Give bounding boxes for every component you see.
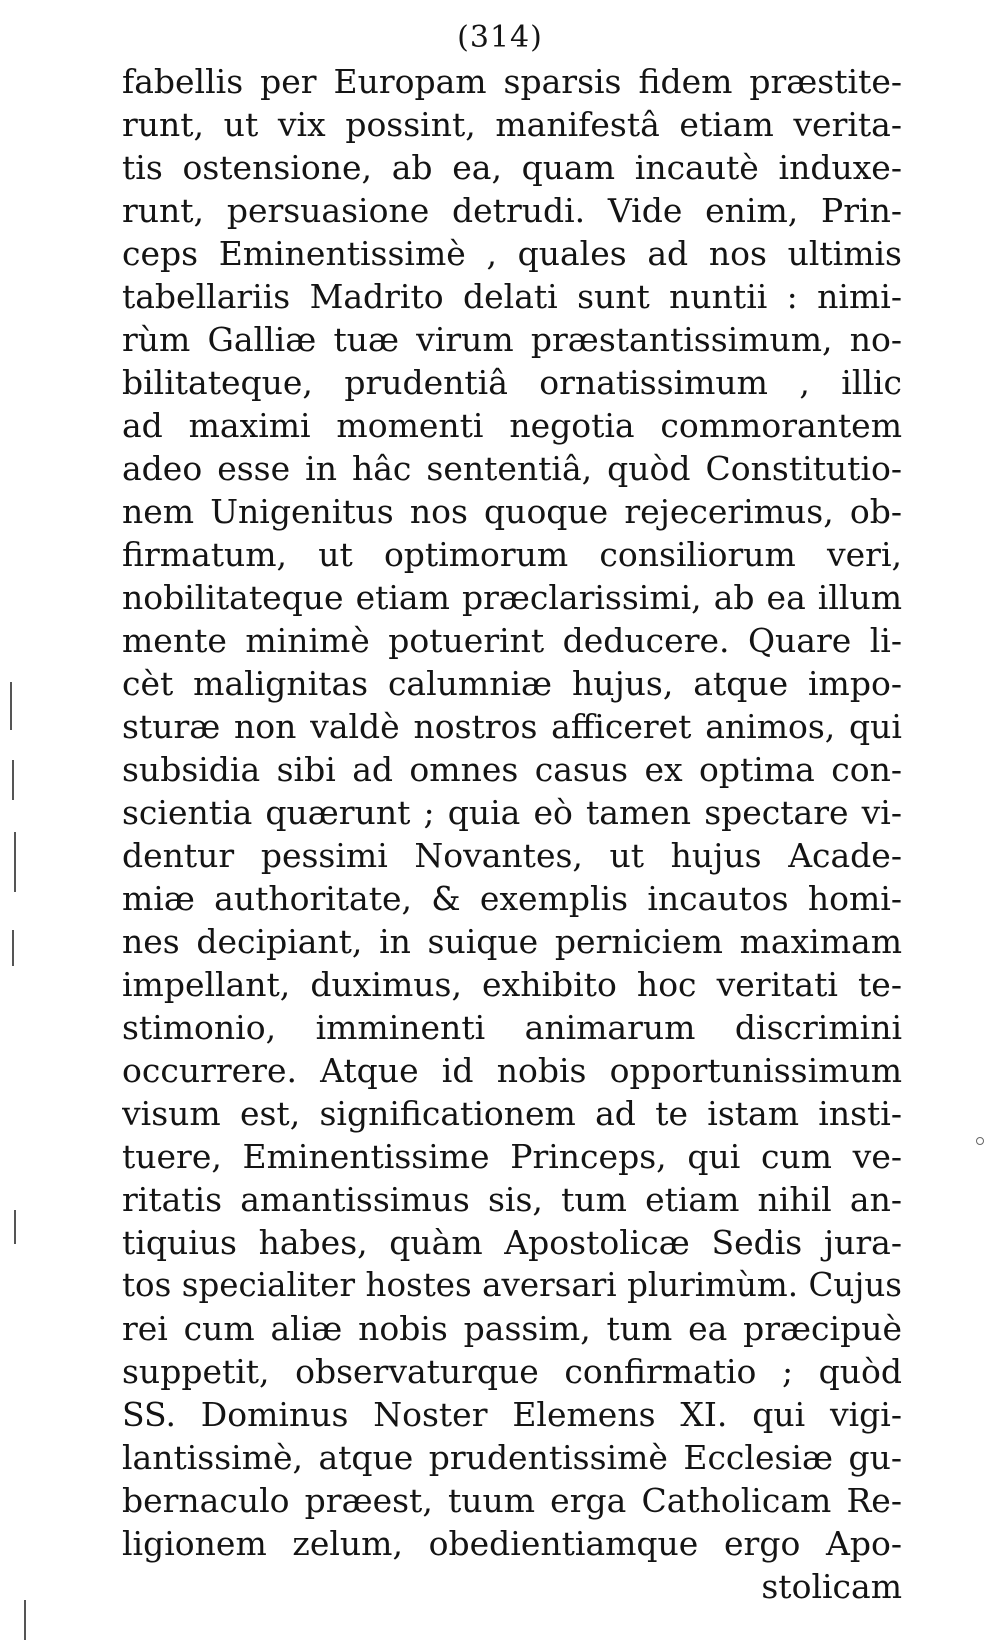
text-line: subsidia sibi ad omnes casus ex optima con-: [122, 750, 902, 789]
text-line: runt, ut vix possint, manifestâ etiam verita-: [122, 105, 902, 144]
margin-tick: [14, 1210, 16, 1244]
text-line: mente minimè potuerint deducere. Quare li-: [122, 621, 902, 660]
text-line: sturæ non valdè nostros afficeret animos, qui: [122, 707, 902, 746]
text-line: ritatis amantissimus sis, tum etiam nihil an-: [122, 1180, 902, 1219]
text-line: fabellis per Europam sparsis fidem præstite-: [122, 62, 902, 101]
margin-tick: [12, 760, 14, 800]
margin-tick: [24, 1600, 26, 1640]
text-line: suppetit, observaturque confirmatio ; quòd: [122, 1352, 902, 1391]
text-line: runt, persuasione detrudi. Vide enim, Prin-: [122, 191, 902, 230]
margin-tick: [12, 930, 14, 966]
margin-scan-marks: [0, 0, 60, 1647]
text-line: ceps Eminentissimè , quales ad nos ultimis: [122, 234, 902, 273]
text-line: lantissimè, atque prudentissimè Ecclesiæ gu-: [122, 1438, 902, 1477]
text-line: dentur pessimi Novantes, ut hujus Acade-: [122, 836, 902, 875]
text-line: miæ authoritate, & exemplis incautos homi-: [122, 879, 902, 918]
text-line: tis ostensione, ab ea, quam incautè induxe-: [122, 148, 902, 187]
text-line: nobilitateque etiam præclarissimi, ab ea illum: [122, 578, 902, 617]
text-line: nes decipiant, in suique perniciem maximam: [122, 922, 902, 961]
text-line: scientia quærunt ; quia eò tamen spectare vi-: [122, 793, 902, 832]
text-line: tos specialiter hostes aversari plurimùm. Cujus: [122, 1266, 902, 1304]
text-line: rei cum aliæ nobis passim, tum ea præcipuè: [122, 1309, 902, 1348]
text-line: ligionem zelum, obedientiamque ergo Apo-: [122, 1524, 902, 1563]
text-line: impellant, duximus, exhibito hoc veritati te-: [122, 965, 902, 1004]
text-line: adeo esse in hâc sententiâ, quòd Constitutio-: [122, 449, 902, 488]
text-line: SS. Dominus Noster Elemens XI. qui vigi-: [122, 1395, 902, 1434]
margin-tick: [14, 832, 16, 892]
text-line: firmatum, ut optimorum consiliorum veri,: [122, 535, 902, 574]
text-line: bilitateque, prudentiâ ornatissimum , illic: [122, 363, 902, 402]
page-number: (314): [457, 20, 543, 55]
text-line: visum est, significationem ad te istam insti-: [122, 1094, 902, 1133]
text-line: nem Unigenitus nos quoque rejecerimus, ob-: [122, 492, 902, 531]
text-line: stolicam: [761, 1567, 902, 1606]
text-line: occurrere. Atque id nobis opportunissimum: [122, 1051, 902, 1090]
text-line: stimonio, imminenti animarum discrimini: [122, 1008, 902, 1047]
text-line: cèt malignitas calumniæ hujus, atque impo-: [122, 664, 902, 703]
text-line: bernaculo præest, tuum erga Catholicam Re-: [122, 1481, 902, 1520]
text-line: tuere, Eminentissime Princeps, qui cum ve-: [122, 1137, 902, 1176]
text-line: ad maximi momenti negotia commorantem: [122, 406, 902, 445]
text-line: tabellariis Madrito delati sunt nuntii : nimi-: [122, 277, 902, 316]
body-text: [122, 60, 902, 1608]
margin-dot: [976, 1137, 984, 1145]
text-line: rùm Galliæ tuæ virum præstantissimum, no-: [122, 320, 902, 359]
margin-tick: [10, 682, 12, 730]
text-line: tiquius habes, quàm Apostolicæ Sedis jura-: [122, 1223, 902, 1262]
